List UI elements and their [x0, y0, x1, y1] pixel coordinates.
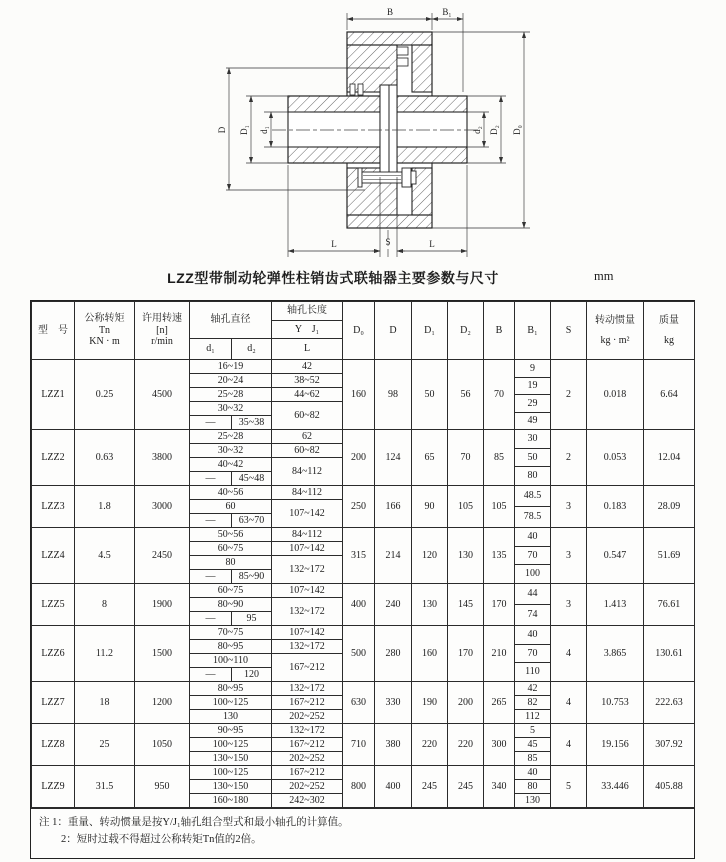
cell-S: 2	[551, 430, 587, 486]
title-row	[0, 268, 726, 292]
cell-inertia: 0.018	[587, 360, 644, 430]
cell-bore: 100~125	[190, 696, 272, 710]
cell-B: 70	[484, 360, 515, 430]
table-row	[32, 528, 695, 542]
cell-mass: 130.61	[644, 626, 695, 682]
cell-length: 62	[272, 430, 343, 444]
cell-length: 44~62	[272, 388, 343, 402]
cell-D0: 400	[343, 584, 375, 626]
cell-speed: 1900	[135, 584, 190, 626]
cell-B: 210	[484, 626, 515, 682]
cell-model: LZZ5	[32, 584, 75, 626]
cell-length: 167~212	[272, 654, 343, 682]
cell-D2: 70	[448, 430, 484, 486]
cell-bore: 25~28	[190, 388, 272, 402]
cell-bore: 130~150	[190, 752, 272, 766]
cell-mass: 222.63	[644, 682, 695, 724]
cell-B1: 40 70 110	[515, 626, 551, 682]
cell-mass: 6.64	[644, 360, 695, 430]
cell-length: 107~142	[272, 542, 343, 556]
page-title: LZZ型带制动轮弹性柱销齿式联轴器主要参数与尺寸	[167, 270, 499, 286]
cell-D1: 160	[412, 626, 448, 682]
cell-D: 380	[375, 724, 412, 766]
cell-D: 98	[375, 360, 412, 430]
table-row	[32, 430, 695, 444]
cell-speed: 3800	[135, 430, 190, 486]
cell-S: 5	[551, 766, 587, 808]
cell-bore: 80	[190, 556, 272, 570]
cell-D0: 315	[343, 528, 375, 584]
cell-bore-d1: —	[190, 668, 232, 682]
cell-model: LZZ2	[32, 430, 75, 486]
cell-D0: 250	[343, 486, 375, 528]
col-header-model: 型 号	[32, 302, 75, 360]
col-header-D2: D₂	[448, 302, 484, 360]
dim-label-D1: D₁	[239, 125, 249, 135]
dim-label-B: B	[386, 7, 394, 17]
cell-length: 202~252	[272, 710, 343, 724]
cell-B: 170	[484, 584, 515, 626]
cell-bore: 130	[190, 710, 272, 724]
cell-torque: 18	[75, 682, 135, 724]
cell-inertia: 1.413	[587, 584, 644, 626]
cell-D: 240	[375, 584, 412, 626]
cell-inertia: 0.053	[587, 430, 644, 486]
cell-B1: 48.5 78.5	[515, 486, 551, 528]
cell-length: 167~212	[272, 766, 343, 780]
cell-torque: 25	[75, 724, 135, 766]
cell-model: LZZ3	[32, 486, 75, 528]
cell-length: 84~112	[272, 458, 343, 486]
cell-bore-d1: —	[190, 514, 232, 528]
spec-table	[31, 301, 695, 808]
cell-D1: 65	[412, 430, 448, 486]
cell-model: LZZ9	[32, 766, 75, 808]
table-row	[32, 724, 695, 738]
note-line-2: 2：短时过载不得超过公称转矩Tn值的2倍。	[61, 834, 262, 846]
table-notes	[31, 808, 694, 858]
cell-mass: 307.92	[644, 724, 695, 766]
cell-length: 242~302	[272, 794, 343, 808]
cell-bore: 80~95	[190, 640, 272, 654]
cell-torque: 31.5	[75, 766, 135, 808]
cell-bore-d1: —	[190, 416, 232, 430]
cell-length: 132~172	[272, 682, 343, 696]
cell-bore: 50~56	[190, 528, 272, 542]
cell-torque: 0.63	[75, 430, 135, 486]
unit-label: mm	[594, 269, 614, 283]
cell-B1: 44 74	[515, 584, 551, 626]
cell-speed: 3000	[135, 486, 190, 528]
cell-bore-d2: 63~70	[232, 514, 272, 528]
cell-inertia: 0.183	[587, 486, 644, 528]
cell-model: LZZ8	[32, 724, 75, 766]
cell-bore-d1: —	[190, 472, 232, 486]
col-header-YJ1: Y J₁	[272, 321, 343, 339]
cell-speed: 1500	[135, 626, 190, 682]
cell-mass: 405.88	[644, 766, 695, 808]
col-header-D1: D₁	[412, 302, 448, 360]
col-header-B1: B₁	[515, 302, 551, 360]
dim-label-D0: D₀	[512, 125, 522, 135]
cell-D: 124	[375, 430, 412, 486]
cell-B1: 30 50 80	[515, 430, 551, 486]
cell-B: 85	[484, 430, 515, 486]
cell-bore: 20~24	[190, 374, 272, 388]
cell-length: 42	[272, 360, 343, 374]
cell-torque: 4.5	[75, 528, 135, 584]
col-header-speed: 许用转速 [n] r/min	[135, 302, 190, 360]
cell-bore: 90~95	[190, 724, 272, 738]
cell-torque: 0.25	[75, 360, 135, 430]
cell-B1: 9 19 29 49	[515, 360, 551, 430]
col-header-bore-dia: 轴孔直径	[190, 302, 272, 339]
table-row	[32, 486, 695, 500]
cell-B: 105	[484, 486, 515, 528]
cell-model: LZZ4	[32, 528, 75, 584]
dim-label-L-left: L	[331, 239, 337, 249]
cell-S: 4	[551, 626, 587, 682]
col-header-B: B	[484, 302, 515, 360]
cell-D2: 105	[448, 486, 484, 528]
dim-label-d2: d₂	[472, 126, 482, 134]
cell-D1: 220	[412, 724, 448, 766]
dim-label-D: D	[217, 126, 227, 134]
table-row	[32, 360, 695, 374]
cell-bore-d1: —	[190, 612, 232, 626]
dim-label-d1: d₁	[259, 126, 269, 134]
cell-bore: 40~56	[190, 486, 272, 500]
cell-D2: 145	[448, 584, 484, 626]
col-header-D0: D₀	[343, 302, 375, 360]
table-row	[32, 626, 695, 640]
dim-label-D2: D₂	[489, 125, 499, 135]
dim-label-L-right: L	[429, 239, 435, 249]
cell-D: 330	[375, 682, 412, 724]
cell-bore: 60~75	[190, 542, 272, 556]
col-header-S: S	[551, 302, 587, 360]
cell-D0: 160	[343, 360, 375, 430]
cell-B1: 5 45 85	[515, 724, 551, 766]
cell-D: 214	[375, 528, 412, 584]
cell-bore: 25~28	[190, 430, 272, 444]
table-row	[32, 584, 695, 598]
cell-B: 265	[484, 682, 515, 724]
col-header-D: D	[375, 302, 412, 360]
cell-length: 167~212	[272, 738, 343, 752]
cell-speed: 1050	[135, 724, 190, 766]
cell-D1: 120	[412, 528, 448, 584]
cell-D2: 200	[448, 682, 484, 724]
col-header-torque: 公称转矩 Tn KN · m	[75, 302, 135, 360]
spec-table-frame	[30, 300, 695, 859]
cell-bore-d2: 85~90	[232, 570, 272, 584]
cell-inertia: 19.156	[587, 724, 644, 766]
col-header-inertia: 转动惯量 kg · m²	[587, 302, 644, 360]
cell-speed: 4500	[135, 360, 190, 430]
col-header-bore-len: 轴孔长度	[272, 302, 343, 321]
cell-D0: 200	[343, 430, 375, 486]
dim-label-S: S	[385, 237, 391, 247]
cell-D1: 130	[412, 584, 448, 626]
cell-bore-d2: 120	[232, 668, 272, 682]
cell-S: 3	[551, 584, 587, 626]
right-hub	[397, 96, 467, 163]
cell-bore: 16~19	[190, 360, 272, 374]
cell-S: 3	[551, 528, 587, 584]
cell-D0: 800	[343, 766, 375, 808]
cell-bore: 30~32	[190, 402, 272, 416]
cell-length: 132~172	[272, 640, 343, 654]
cell-speed: 2450	[135, 528, 190, 584]
cell-D1: 90	[412, 486, 448, 528]
cell-length: 167~212	[272, 696, 343, 710]
cell-S: 4	[551, 724, 587, 766]
cell-length: 84~112	[272, 486, 343, 500]
left-hub	[288, 96, 380, 163]
cell-length: 202~252	[272, 752, 343, 766]
cell-D0: 630	[343, 682, 375, 724]
cell-inertia: 3.865	[587, 626, 644, 682]
cell-D2: 56	[448, 360, 484, 430]
col-header-d1: d₁	[190, 339, 232, 360]
cell-length: 132~172	[272, 724, 343, 738]
col-header-mass: 质量 kg	[644, 302, 695, 360]
cell-model: LZZ7	[32, 682, 75, 724]
cell-bore: 130~150	[190, 780, 272, 794]
cell-length: 60~82	[272, 444, 343, 458]
cell-length: 132~172	[272, 598, 343, 626]
cell-length: 107~142	[272, 626, 343, 640]
cell-D1: 190	[412, 682, 448, 724]
cell-mass: 76.61	[644, 584, 695, 626]
cell-bore: 70~75	[190, 626, 272, 640]
cell-D: 166	[375, 486, 412, 528]
cell-speed: 950	[135, 766, 190, 808]
cell-B1: 42 82 112	[515, 682, 551, 724]
cell-length: 132~172	[272, 556, 343, 584]
cell-bore: 80~95	[190, 682, 272, 696]
cell-length: 38~52	[272, 374, 343, 388]
cell-inertia: 0.547	[587, 528, 644, 584]
cell-length: 60~82	[272, 402, 343, 430]
cell-torque: 1.8	[75, 486, 135, 528]
cell-D: 280	[375, 626, 412, 682]
cell-bore: 60~75	[190, 584, 272, 598]
cell-length: 107~142	[272, 500, 343, 528]
col-header-d2: d₂	[232, 339, 272, 360]
cell-S: 3	[551, 486, 587, 528]
cell-mass: 28.09	[644, 486, 695, 528]
cell-model: LZZ6	[32, 626, 75, 682]
note-line-1: 注 1：重量、转动惯量是按Y/J₁轴孔组合型式和最小轴孔的计算值。	[39, 817, 349, 828]
cell-D2: 130	[448, 528, 484, 584]
cell-bore-d1: —	[190, 570, 232, 584]
cell-B: 300	[484, 724, 515, 766]
cell-mass: 12.04	[644, 430, 695, 486]
cell-D: 400	[375, 766, 412, 808]
cell-B: 340	[484, 766, 515, 808]
cell-D2: 170	[448, 626, 484, 682]
cell-bore-d2: 95	[232, 612, 272, 626]
cell-D1: 245	[412, 766, 448, 808]
dim-label-B1: B₁	[442, 7, 452, 17]
cell-bore-d2: 35~38	[232, 416, 272, 430]
cell-D0: 710	[343, 724, 375, 766]
table-row	[32, 682, 695, 696]
cell-bore: 100~125	[190, 738, 272, 752]
cell-torque: 11.2	[75, 626, 135, 682]
cell-model: LZZ1	[32, 360, 75, 430]
cell-D2: 220	[448, 724, 484, 766]
col-header-L: L	[272, 339, 343, 360]
cell-D0: 500	[343, 626, 375, 682]
cell-bore: 100~125	[190, 766, 272, 780]
cell-bore: 100~110	[190, 654, 272, 668]
cell-B: 135	[484, 528, 515, 584]
cell-speed: 1200	[135, 682, 190, 724]
cell-bore: 80~90	[190, 598, 272, 612]
cell-bore: 160~180	[190, 794, 272, 808]
cell-B1: 40 70 100	[515, 528, 551, 584]
coupling-section-drawing	[0, 0, 726, 266]
cell-length: 107~142	[272, 584, 343, 598]
cell-S: 4	[551, 682, 587, 724]
cell-D2: 245	[448, 766, 484, 808]
cell-B1: 40 80 130	[515, 766, 551, 808]
cell-D1: 50	[412, 360, 448, 430]
cell-S: 2	[551, 360, 587, 430]
cell-bore: 60	[190, 500, 272, 514]
cell-bore-d2: 45~48	[232, 472, 272, 486]
cell-bore: 40~42	[190, 458, 272, 472]
cell-torque: 8	[75, 584, 135, 626]
cell-inertia: 10.753	[587, 682, 644, 724]
cell-inertia: 33.446	[587, 766, 644, 808]
cell-length: 202~252	[272, 780, 343, 794]
cell-length: 84~112	[272, 528, 343, 542]
table-row	[32, 766, 695, 780]
cell-bore: 30~32	[190, 444, 272, 458]
cell-mass: 51.69	[644, 528, 695, 584]
